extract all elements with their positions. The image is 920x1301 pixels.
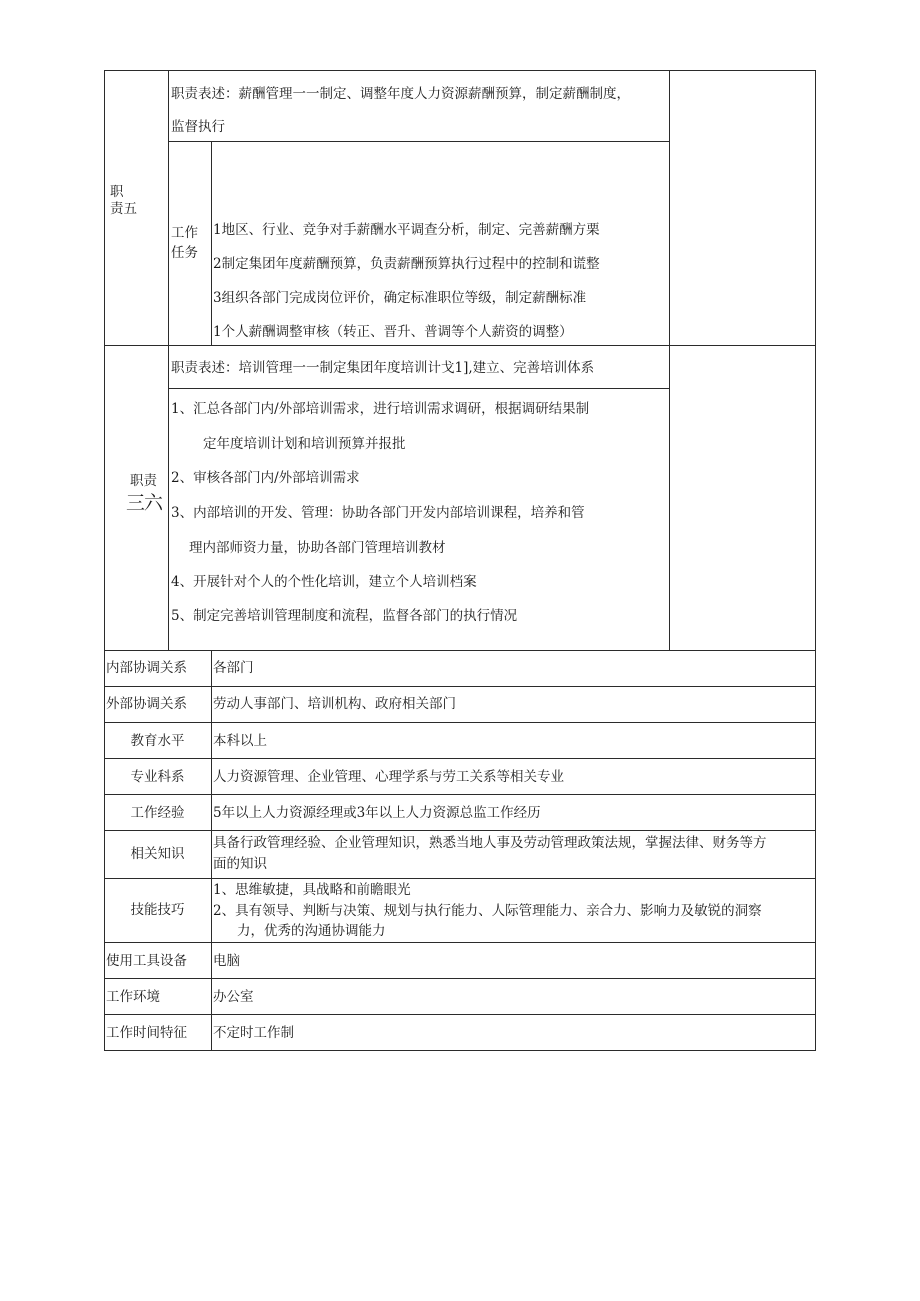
internal-label: 内部协调关系 bbox=[106, 660, 187, 676]
duty6-item-1: 1、汇总各部门内/外部培训需求，进行培训需求调研，根据调研结果制 bbox=[171, 401, 590, 417]
knowledge-label: 相关知识 bbox=[130, 846, 185, 862]
duty6-label-line2: 三六 bbox=[126, 492, 163, 514]
duty5-label-line2: 责五 bbox=[110, 201, 137, 217]
duty6-item-3-cont: 理内部师资力量，协助各部门管理培训教材 bbox=[189, 540, 446, 556]
divider bbox=[104, 1014, 816, 1015]
external-value: 劳动人事部门、培训机构、政府相关部门 bbox=[213, 696, 456, 712]
time-label: 工作时间特征 bbox=[106, 1025, 187, 1041]
time-value: 不定时工作制 bbox=[213, 1025, 294, 1041]
experience-label: 工作经验 bbox=[130, 805, 185, 821]
divider bbox=[104, 345, 816, 346]
divider bbox=[669, 70, 670, 650]
experience-value: 5年以上人力资源经理或3年以上人力资源总监工作经历 bbox=[213, 805, 541, 821]
table-border-bottom bbox=[104, 1050, 816, 1051]
skills-value-1: 1、思维敏捷，具战略和前瞻眼光 bbox=[213, 882, 411, 898]
divider bbox=[168, 388, 670, 389]
duty6-item-4: 4、开展针对个人的个性化培训，建立个人培训档案 bbox=[171, 574, 477, 590]
divider bbox=[104, 686, 816, 687]
table-border-right bbox=[815, 70, 816, 1051]
duty5-description-cont: 监督执行 bbox=[171, 119, 225, 135]
divider bbox=[211, 141, 212, 345]
divider bbox=[104, 978, 816, 979]
major-label: 专业科系 bbox=[130, 769, 185, 785]
divider bbox=[211, 650, 212, 1050]
duty6-item-1-cont: 定年度培训计划和培训预算并报批 bbox=[203, 436, 406, 452]
environment-label: 工作环境 bbox=[106, 989, 160, 1005]
divider bbox=[104, 758, 816, 759]
internal-value: 各部门 bbox=[213, 660, 254, 676]
duty5-description: 职责表述：薪酬管理一一制定、调整年度人力资源薪酬预算，制定薪酬制度， bbox=[171, 86, 630, 102]
major-value: 人力资源管理、企业管理、心理学系与劳工关系等相关专业 bbox=[213, 769, 564, 785]
skills-value-2: 2、具有领导、判断与决策、规划与执行能力、人际管理能力、亲合力、影响力及敏锐的洞察 bbox=[213, 903, 762, 919]
divider bbox=[168, 141, 670, 142]
divider bbox=[104, 830, 816, 831]
education-value: 本科以上 bbox=[213, 733, 267, 749]
divider bbox=[104, 942, 816, 943]
knowledge-value: 具备行政管理经验、企业管理知识，熟悉当地人事及劳动管理政策法规，掌握法律、财务等方 bbox=[213, 835, 767, 851]
duty6-item-3: 3、内部培训的开发、管理：协助各部门开发内部培训课程，培养和管 bbox=[171, 505, 585, 521]
duty5-label-line1: 职 bbox=[110, 184, 124, 200]
knowledge-value-cont: 面的知识 bbox=[213, 856, 267, 872]
tools-value: 电脑 bbox=[213, 953, 240, 969]
external-label: 外部协调关系 bbox=[106, 696, 187, 712]
divider bbox=[168, 70, 169, 650]
divider bbox=[104, 794, 816, 795]
duty6-item-2: 2、审核各部门内/外部培训需求 bbox=[171, 470, 360, 486]
duty6-item-5: 5、制定完善培训管理制度和流程，监督各部门的执行情况 bbox=[171, 608, 518, 624]
skills-label: 技能技巧 bbox=[130, 902, 185, 918]
divider bbox=[104, 722, 816, 723]
duty5-task-3: 3组织各部门完成岗位评价，确定标准职位等级，制定薪酬标准 bbox=[213, 290, 587, 306]
duty5-task-2: 2制定集团年度薪酬预算，负责薪酬预算执行过程中的控制和谎整 bbox=[213, 256, 600, 272]
environment-value: 办公室 bbox=[213, 989, 254, 1005]
duty6-description: 职责表述：培训管理一一制定集团年度培训计戈1],建立、完善培训体系 bbox=[171, 360, 595, 376]
duty5-task-label-line1: 工作 bbox=[171, 225, 198, 241]
duty5-task-label-line2: 任务 bbox=[171, 245, 198, 261]
duty5-task-1: 1地区、行业、竞争对手薪酬水平调查分析，制定、完善薪酬方栗 bbox=[213, 222, 600, 238]
duty6-label-line1: 职责 bbox=[130, 473, 157, 489]
divider bbox=[104, 878, 816, 879]
tools-label: 使用工具设备 bbox=[106, 953, 187, 969]
education-label: 教育水平 bbox=[130, 733, 185, 749]
duty5-task-4: 1个人薪酬调整审核（转正、晋升、普调等个人薪资的调整） bbox=[213, 324, 573, 340]
table-border-top bbox=[104, 70, 816, 71]
skills-value-2-cont: 力，优秀的沟通协调能力 bbox=[237, 923, 386, 939]
